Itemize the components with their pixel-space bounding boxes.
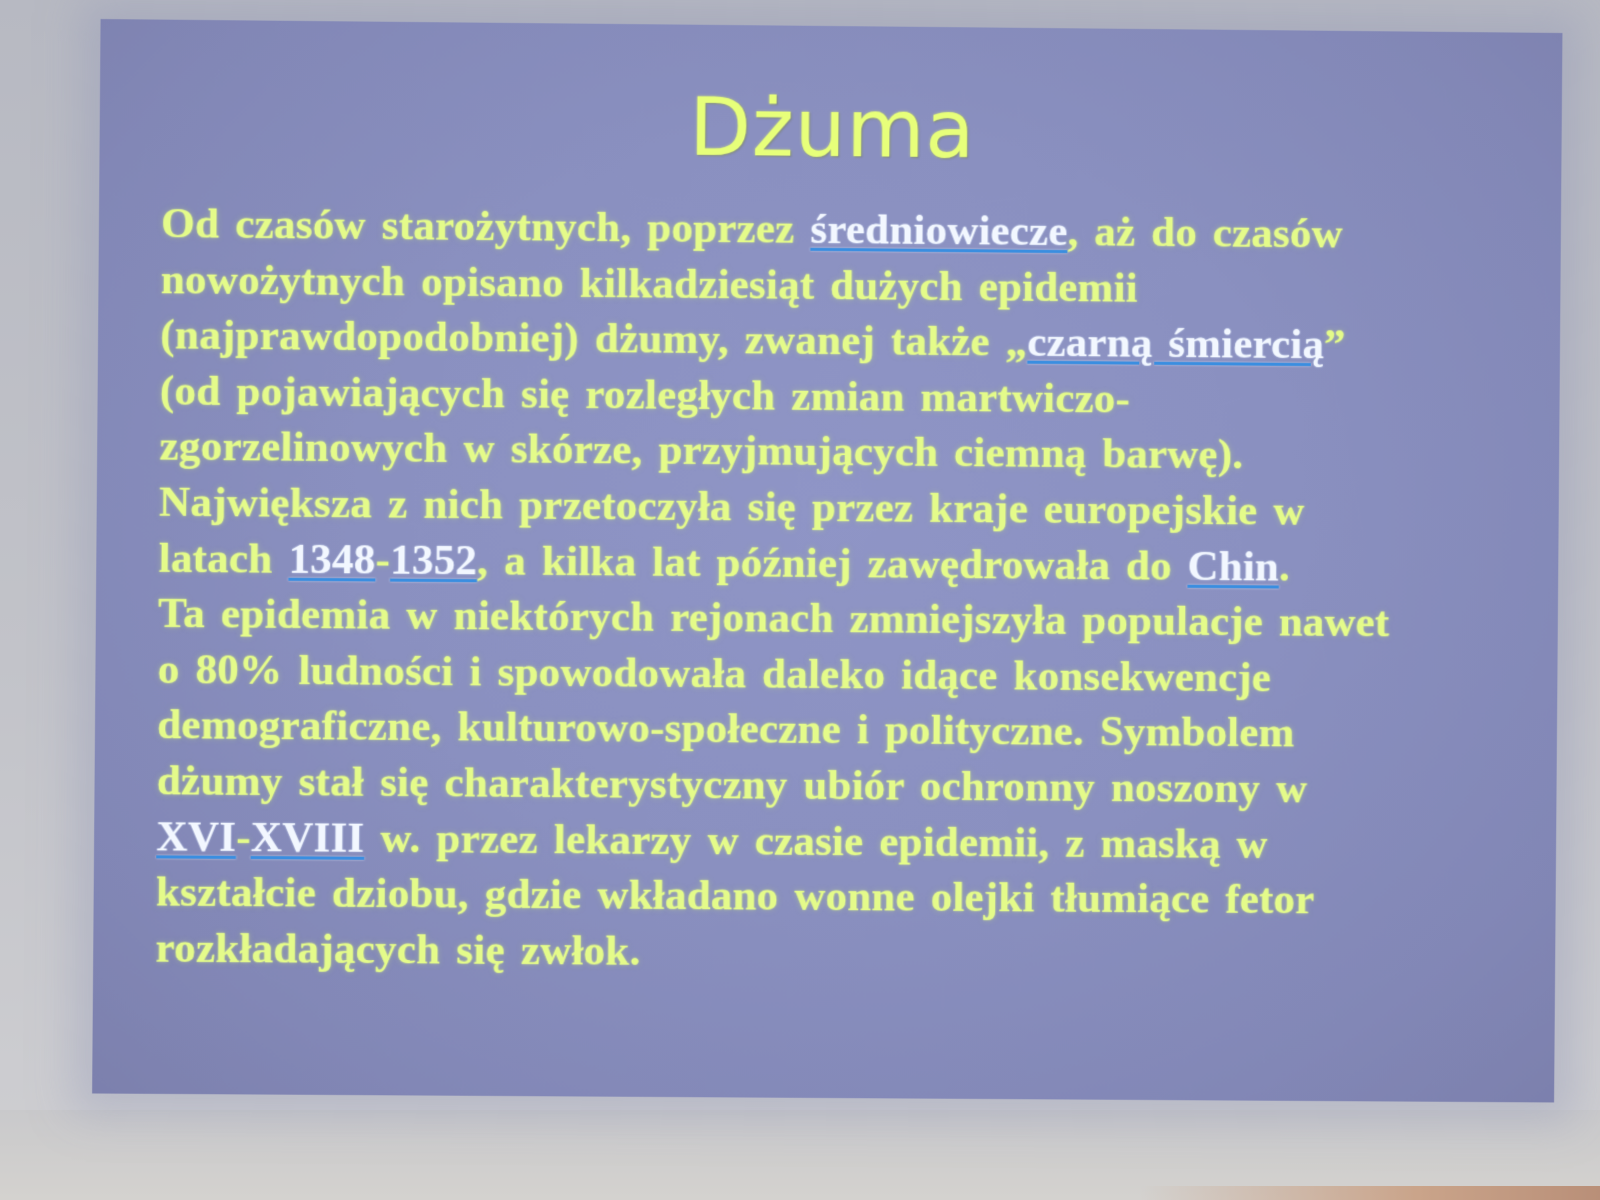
body-line: Ta epidemia w niektórych rejonach zmniejszyła populacje nawet [157,589,1390,647]
body-line: (od pojawiających się rozległych zmian martwiczo- [159,367,1131,423]
slide-title: Dżuma [688,80,976,177]
text-segment: ” [1323,321,1346,369]
body-line: zgorzelinowych w skórze, przyjmujących ciemną barwę). [159,422,1244,479]
text-segment: w. przez lekarzy w czasie epidemii, z maską w [364,814,1268,868]
presentation-slide [92,19,1562,1102]
body-line: dżumy stał się charakterystyczny ubiór ochronny noszony w [156,757,1308,813]
text-segment: (najprawdopodobniej) dżumy, zwanej także „ [160,311,1028,366]
body-line [156,809,1482,874]
body-line [158,530,1484,596]
link-1348[interactable]: 1348 [288,535,376,584]
link-czarna-smierc[interactable]: czarną śmiercią [1027,318,1325,369]
link-1352[interactable]: 1352 [389,536,478,584]
body-line: o 80% ludności i spowodowała daleko idące konsekwencje [157,645,1272,702]
body-line: demograficzne, kulturowo-społeczne i polityczne. Symbolem [157,701,1295,757]
text-segment: , a kilka lat później zawędrowała do [477,536,1188,590]
link-xvi[interactable]: XVI [156,812,237,861]
text-segment: . [1278,543,1291,591]
slide-body-text [155,196,1487,985]
text-segment: , aż do czasów [1067,208,1343,258]
link-xviii[interactable]: XVIII [250,813,365,862]
text-segment: - [375,535,391,584]
body-line: kształcie dziobu, gdzie wkładano wonne olejki tłumiące fetor [155,868,1315,924]
body-line: rozkładających się zwłok. [155,924,641,975]
link-chin[interactable]: Chin [1187,542,1280,591]
wall-edge [1140,1186,1600,1200]
text-segment: latach [158,534,289,583]
link-sredniowiecze[interactable]: średniowiecze [810,205,1068,256]
body-line: Największa z nich przetoczyła się przez kraje europejskie w [158,478,1305,535]
text-segment: Od czasów starożytnych, poprzez [161,199,811,253]
text-segment: - [235,813,251,861]
body-line: nowożytnych opisano kilkadziesiąt dużych epidemii [160,255,1138,312]
